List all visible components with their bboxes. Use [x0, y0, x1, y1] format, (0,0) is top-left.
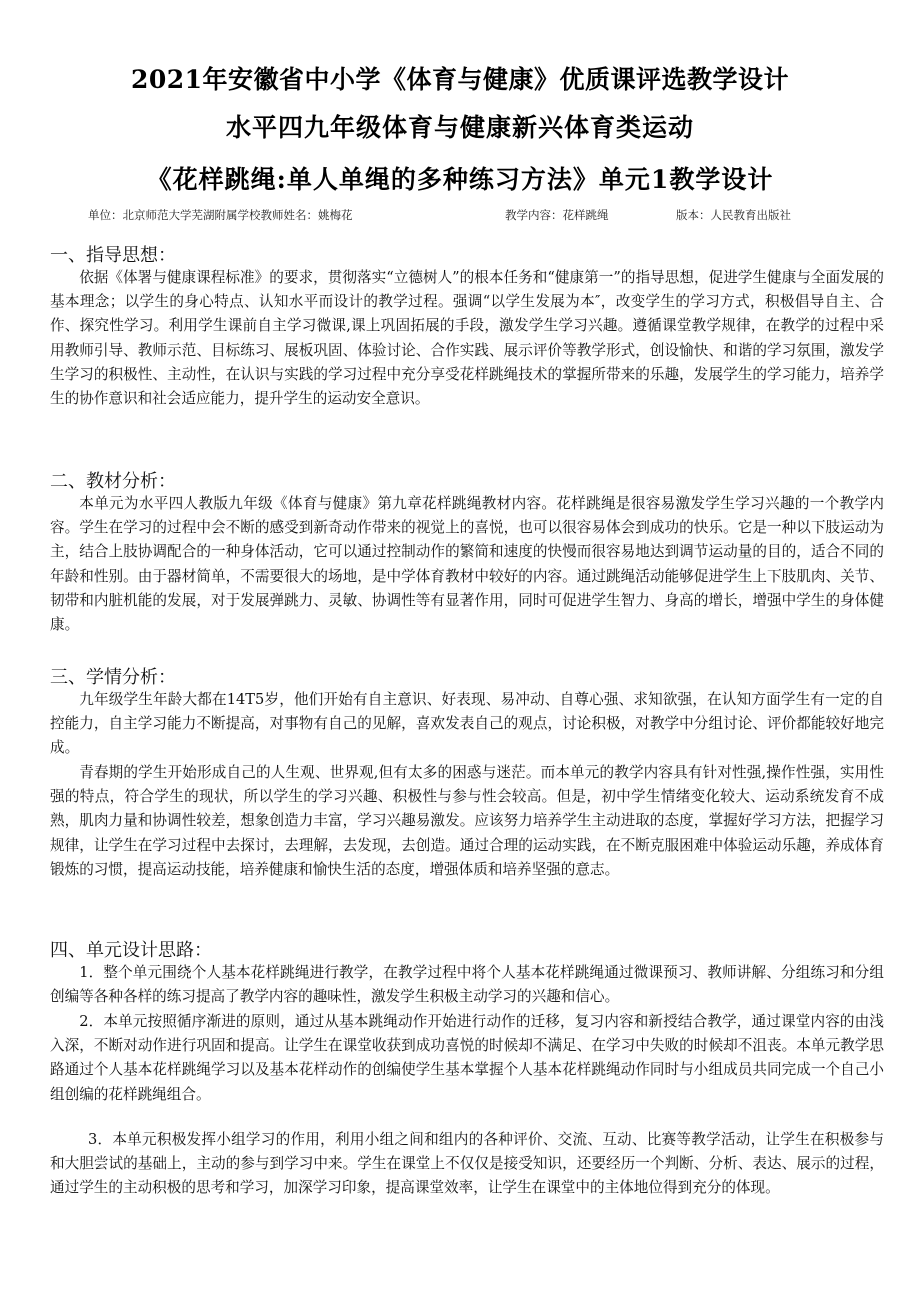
section-heading-design-approach: 四、单元设计思路： [50, 940, 212, 961]
paragraph-design-approach-1: 1．整个单元围绕个人基本花样跳绳进行教学，在教学过程中将个人基本花样跳绳通过微课预习、教师讲解、分组练习和分组创编等各种各样的练习提高了教学内容的趣味性，激发学生积极主动学习的兴趣和信心。 [50, 964, 884, 1006]
document-title-line3 [0, 160, 920, 196]
section-heading-material-analysis: 二、教材分析： [50, 471, 176, 492]
title-line3-part-a: 《花样跳绳:单人单绳的多种练习方法》单元 [146, 165, 651, 194]
paragraph-design-approach-2: 2．本单元按照循序渐进的原则，通过从基本跳绳动作开始进行动作的迁移，复习内容和新授结合教学，通过课堂内容的由浅入深，不断对动作进行巩固和提高。让学生在课堂收获到成功喜悦的时候却不满足、在学习中失败的时候却不沮丧。本单元教学思路通过个人基本花样跳绳学习以及基本花样动作的创编使学生基本掌握个人基本花样跳绳动作同时与小组成员共同完成一个自己小组创编的花样跳绳组合。 [50, 1013, 884, 1103]
document-title-line1: 2021年安徽省中小学《体育与健康》优质课评选教学设计 [130, 65, 790, 94]
meta-teaching-content: 教学内容：花样跳绳 [505, 208, 609, 222]
paragraph-learner-analysis-2: 青春期的学生开始形成自己的人生观、世界观,但有太多的困惑与迷茫。而本单元的教学内容具有针对性强,操作性强，实用性强的特点，符合学生的现状，所以学生的学习兴趣、积极性与参与性会较高。但是，初中学生情绪变化较大、运动系统发育不成熟，肌肉力量和协调性较差，想象创造力丰富，学习兴趣易激发。应该努力培养学生主动进取的态度，掌握好学习方法，把握学习规律，让学生在学习过程中去探讨，去理解，去发现，去创造。通过合理的运动实践，在不断克服困难中体验运动乐趣，养成体育锻炼的习惯，提高运动技能，培养健康和愉快生活的态度，增强体质和培养坚强的意志。 [50, 764, 884, 878]
paragraph-learner-analysis-1: 九年级学生年龄大都在14T5岁，他们开始有自主意识、好表现、易冲动、自尊心强、求知欲强，在认知方面学生有一定的自控能力，自主学习能力不断提高，对事物有自己的见解，喜欢发表自己的观点，讨论积极，对教学中分组讨论、评价都能较好地完成。 [50, 691, 884, 757]
paragraph-guiding-ideology: 依据《体署与健康课程标准》的要求，贯彻落实“立德树人”的根本任务和“健康第一”的指导思想，促进学生健康与全面发展的基本理念；以学生的身心特点、认知水平而设计的教学过程。强调“以学生发展为本″，改变学生的学习方式，积极倡导自主、合作、探究性学习。利用学生课前自主学习微课,课上巩固拓展的手段，激发学生学习兴趣。遵循课堂教学规律，在教学的过程中采用教师引导、教师示范、目标练习、展板巩固、体验讨论、合作实践、展示评价等教学形式，创设愉快、和谐的学习氛围，激发学生学习的积极性、主动性，在认识与实践的学习过程中充分享受花样跳绳技术的掌握所带来的乐趣，发展学生的学习能力，培养学生的协作意识和社会适应能力，提升学生的运动安全意识。 [50, 269, 884, 408]
title-line3-unit-number: 1 [650, 165, 670, 194]
section-heading-guiding-ideology: 一、指导思想： [50, 245, 176, 266]
paragraph-design-approach-3: 3．本单元积极发挥小组学习的作用，利用小组之间和组内的各种评价、交流、互动、比赛等教学活动，让学生在积极参与和大胆尝试的基础上，主动的参与到学习中来。学生在课堂上不仅仅是接受知识，还要经历一个判断、分析、表达、展示的过程，通过学生的主动积极的思考和学习，加深学习印象，提高课堂效率，让学生在课堂中的主体地位得到充分的体现。 [50, 1131, 884, 1197]
paragraph-material-analysis: 本单元为水平四人教版九年级《体育与健康》第九章花样跳绳教材内容。花样跳绳是很容易激发学生学习兴趣的一个教学内容。学生在学习的过程中会不断的感受到新奇动作带来的视觉上的喜悦，也可以很容易体会到成功的快乐。它是一种以下肢运动为主，结合上肢协调配合的一种身体活动，它可以通过控制动作的繁简和速度的快慢而很容易地达到调节运动量的目的，适合不同的年龄和性别。由于器材简单，不需要很大的场地，是中学体育教材中较好的内容。通过跳绳活动能够促进学生上下肢肌肉、关节、韧带和内脏机能的发展，对于发展弹跳力、灵敏、协调性等有显著作用，同时可促进学生智力、身高的增长，增强中学生的身体健康。 [50, 495, 884, 634]
meta-edition: 版本：人民教育出版社 [676, 208, 791, 222]
document-title-line2: 水平四九年级体育与健康新兴体育类运动 [225, 113, 694, 142]
title-line3-part-b: 教学设计 [669, 165, 774, 194]
meta-unit-teacher: 单位：北京师范大学芜湖附属学校教师姓名：姚梅花 [88, 208, 353, 222]
section-heading-learner-analysis: 三、学情分析： [50, 667, 176, 688]
